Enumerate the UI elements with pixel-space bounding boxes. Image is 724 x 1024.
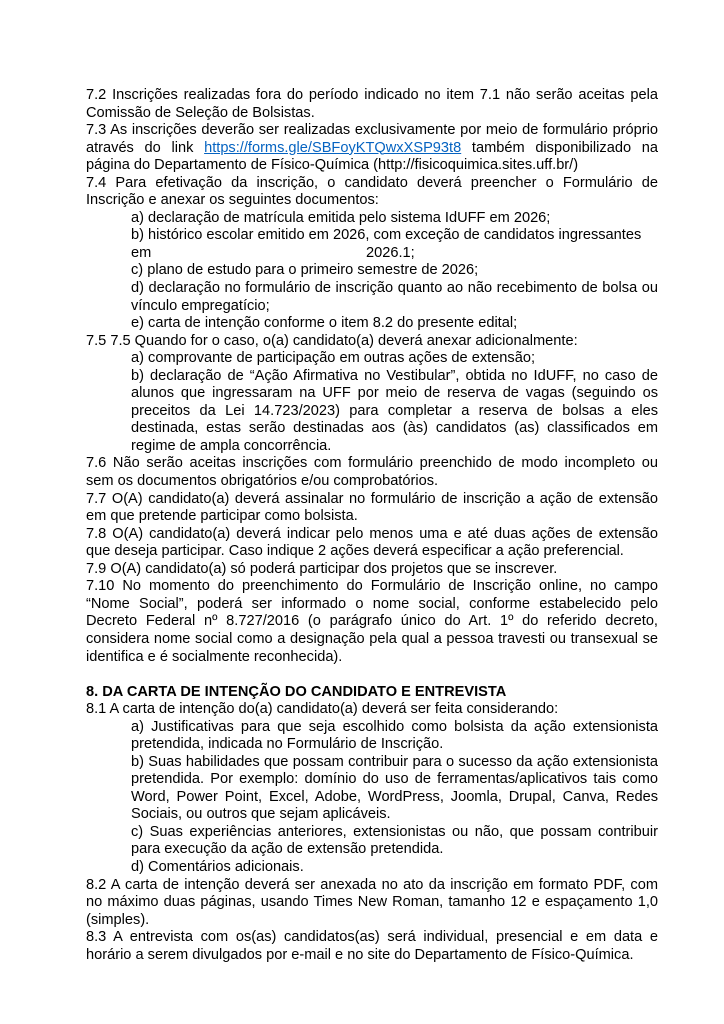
item-8-1-c: c) Suas experiências anteriores, extensionistas ou não, que possam contribuir para execução da ação de extensão pretendida.	[131, 823, 658, 858]
item-7-4-d: d) declaração no formulário de inscrição quanto ao não recebimento de bolsa ou vínculo empregatício;	[131, 280, 658, 314]
item-8-1-b: b) Suas habilidades que possam contribuir para o sucesso da ação extensionista pretendida. Por exemplo: domínio do uso de ferramentas/aplicativos tais como Word, Power Point, Excel, Adobe, WordPress, Joomla, Drupal, Canva, Redes Sociais, ou outros que sejam aplicáveis.	[131, 753, 658, 823]
item-8-1-a: a) Justificativas para que seja escolhido como bolsista da ação extensionista pretendida, indicada no Formulário de Inscrição.	[131, 718, 658, 753]
item-7-6: 7.6 Não serão aceitas inscrições com formulário preenchido de modo incompleto ou sem os documentos obrigatórios e/ou comprobatórios.	[86, 455, 658, 490]
forms-link[interactable]: https://forms.gle/SBFoyKTQwxXSP93t8	[204, 139, 462, 156]
item-7-4: 7.4 Para efetivação da inscrição, o candidato deverá preencher o Formulário de Inscrição e anexar os seguintes documentos:	[86, 174, 658, 209]
item-7-5-b: b) declaração de “Ação Afirmativa no Vestibular”, obtida no IdUFF, no caso de alunos que ingressaram na UFF por meio de reserva de vagas (seguindo os preceitos da Lei 14.723/2023) para completar a reserva de bolsas a eles destinada, estas serão destinadas aos (às) candidatos (as) classificados em regime de ampla concorrência.	[131, 367, 658, 454]
item-7-4-b-text: b) histórico escolar emitido em 2026, com exceção de candidatos ingressantes	[131, 227, 642, 244]
item-7-4-b	[86, 227, 658, 262]
document-page	[86, 87, 658, 964]
item-7-5: 7.5 7.5 Quando for o caso, o(a) candidato(a) deverá anexar adicionalmente:	[86, 332, 578, 349]
item-7-10: 7.10 No momento do preenchimento do Formulário de Inscrição online, no campo “Nome Social”, poderá ser informado o nome social, conforme estabelecido pelo Decreto Federal nº 8.727/2016 (o parágrafo único do Art. 1º do referido decreto, considera nome social como a designação pela qual a pessoa travesti ou transexual se identifica e é socialmente reconhecida).	[86, 578, 658, 665]
item-7-5-a: a) comprovante de participação em outras ações de extensão;	[131, 350, 535, 367]
item-7-4-a: a) declaração de matrícula emitida pelo sistema IdUFF em 2026;	[131, 209, 551, 226]
item-7-8: 7.8 O(A) candidato(a) deverá indicar pelo menos uma e até duas ações de extensão que deseja participar. Caso indique 2 ações deverá especificar a ação preferencial.	[86, 525, 658, 560]
item-8-2: 8.2 A carta de intenção deverá ser anexada no ato da inscrição em formato PDF, com no máximo duas páginas, usando Times New Roman, tamanho 12 e espaçamento 1,0 (simples).	[86, 876, 658, 928]
item-7-7: 7.7 O(A) candidato(a) deverá assinalar no formulário de inscrição a ação de extensão em que pretende participar como bolsista.	[86, 490, 658, 525]
item-8-3: 8.3 A entrevista com os(as) candidatos(as) será individual, presencial e em data e horário a serem divulgados por e-mail e no site do Departamento de Físico-Química.	[86, 929, 658, 963]
item-7-9: 7.9 O(A) candidato(a) só poderá participar dos projetos que se inscrever.	[86, 560, 558, 577]
item-7-3-text-2: também disponibilizado na página do Departamento de Físico-Química (http://fisicoquimica.sites.uff.br/)	[86, 139, 658, 174]
item-7-4-e: e) carta de intenção conforme o item 8.2 do presente edital;	[131, 315, 518, 332]
item-8-1: 8.1 A carta de intenção do(a) candidato(a) deverá ser feita considerando:	[86, 701, 559, 718]
item-7-2: 7.2 Inscrições realizadas fora do período indicado no item 7.1 não serão aceitas pela Comissão de Seleção de Bolsistas.	[86, 87, 658, 121]
section-8-heading: 8. DA CARTA DE INTENÇÃO DO CANDIDATO E ENTREVISTA	[86, 683, 507, 700]
item-8-1-d: d) Comentários adicionais.	[131, 859, 304, 876]
item-7-4-c: c) plano de estudo para o primeiro semestre de 2026;	[131, 262, 479, 279]
item-7-3-text: 7.3 As inscrições deverão ser realizadas exclusivamente por meio de formulário próprio através do link	[86, 122, 658, 156]
item-7-4-b-year: 2026.1;	[366, 244, 415, 261]
item-7-4-b-em: em	[131, 244, 152, 261]
item-7-3	[86, 122, 658, 175]
